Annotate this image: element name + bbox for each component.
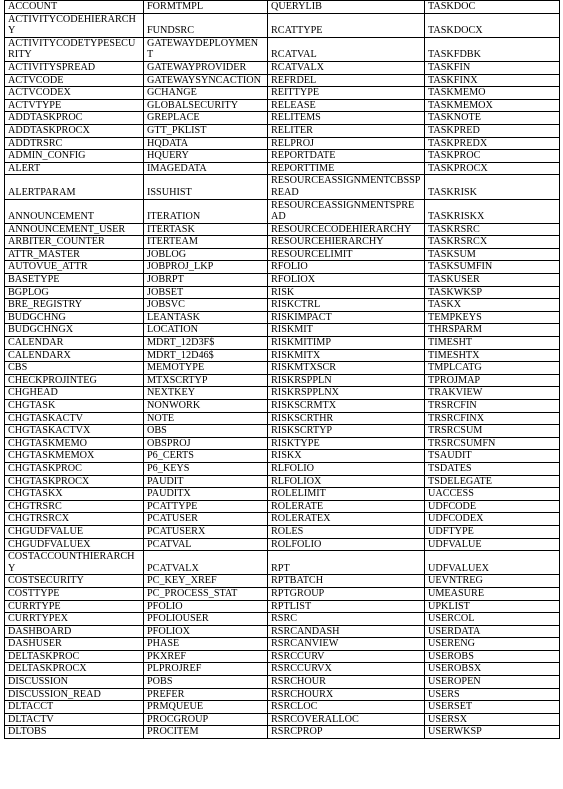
table-cell: PREFER bbox=[144, 688, 268, 701]
table-cell: CHGTASKPROC bbox=[5, 462, 144, 475]
table-cell: USERSX bbox=[425, 713, 560, 726]
table-row bbox=[5, 387, 560, 400]
table-cell: USEROBS bbox=[425, 650, 560, 663]
table-cell: RELITER bbox=[268, 124, 425, 137]
table-cell: ADDTASKPROCX bbox=[5, 124, 144, 137]
table-row bbox=[5, 124, 560, 137]
table-cell: OBS bbox=[144, 425, 268, 438]
table-row bbox=[5, 525, 560, 538]
table-cell: TMPLCATG bbox=[425, 362, 560, 375]
table-cell: ACTVCODE bbox=[5, 74, 144, 87]
table-cell: USERWKSP bbox=[425, 726, 560, 739]
table-cell: UACCESS bbox=[425, 488, 560, 501]
table-cell: ADDTASKPROC bbox=[5, 112, 144, 125]
table-cell: JOBSVC bbox=[144, 299, 268, 312]
table-cell: RPT bbox=[268, 551, 425, 575]
table-cell: PKXREF bbox=[144, 650, 268, 663]
table-cell: USERCOL bbox=[425, 613, 560, 626]
table-cell: TRAKVIEW bbox=[425, 387, 560, 400]
table-cell: TASKRSRCX bbox=[425, 236, 560, 249]
table-row bbox=[5, 349, 560, 362]
column-header: ACCOUNT bbox=[5, 1, 144, 14]
table-row bbox=[5, 587, 560, 600]
table-cell: USEROBSX bbox=[425, 663, 560, 676]
table-cell: ITERTASK bbox=[144, 223, 268, 236]
table-cell: DELTASKPROCX bbox=[5, 663, 144, 676]
table-row bbox=[5, 199, 560, 223]
table-cell: CHECKPROJINTEG bbox=[5, 374, 144, 387]
table-row bbox=[5, 162, 560, 175]
table-cell: ACTIVITYCODETYPESECURITY bbox=[5, 37, 144, 61]
table-cell: TASKPRED bbox=[425, 124, 560, 137]
table-cell: TEMPKEYS bbox=[425, 311, 560, 324]
table-cell: DELTASKPROC bbox=[5, 650, 144, 663]
table-cell: PCATTYPE bbox=[144, 500, 268, 513]
table-cell: TRSRCSUM bbox=[425, 425, 560, 438]
table-row bbox=[5, 437, 560, 450]
table-cell: REFRDEL bbox=[268, 74, 425, 87]
table-cell: GREPLACE bbox=[144, 112, 268, 125]
table-row bbox=[5, 450, 560, 463]
table-cell: ADMIN_CONFIG bbox=[5, 150, 144, 163]
table-row bbox=[5, 61, 560, 74]
table-cell: DASHUSER bbox=[5, 638, 144, 651]
table-cell: RCATVALX bbox=[268, 61, 425, 74]
table-cell: GATEWAYSYNCACTION bbox=[144, 74, 268, 87]
table-row bbox=[5, 462, 560, 475]
table-cell: TASKNOTE bbox=[425, 112, 560, 125]
table-cell: RISKX bbox=[268, 450, 425, 463]
table-cell: TASKFINX bbox=[425, 74, 560, 87]
table-row bbox=[5, 311, 560, 324]
table-cell: DLTACTV bbox=[5, 713, 144, 726]
table-cell: DISCUSSION bbox=[5, 676, 144, 689]
table-cell: AUTOVUE_ATTR bbox=[5, 261, 144, 274]
table-cell: CHGTRSRC bbox=[5, 500, 144, 513]
table-cell: P6_CERTS bbox=[144, 450, 268, 463]
table-cell: RISKSCRTHR bbox=[268, 412, 425, 425]
table-cell: RSRCPROP bbox=[268, 726, 425, 739]
table-cell: RSRCOVERALLOC bbox=[268, 713, 425, 726]
table-cell: TASKPROCX bbox=[425, 162, 560, 175]
table-row bbox=[5, 223, 560, 236]
table-cell: MDRT_12D46$ bbox=[144, 349, 268, 362]
table-cell: GCHANGE bbox=[144, 87, 268, 100]
table-cell: RESOURCEASSIGNMENTSPREAD bbox=[268, 199, 425, 223]
table-cell: RESOURCELIMIT bbox=[268, 248, 425, 261]
table-row bbox=[5, 425, 560, 438]
table-cell: RSRCLOC bbox=[268, 701, 425, 714]
table-cell: RISKMIT bbox=[268, 324, 425, 337]
table-cell: PFOLIOX bbox=[144, 625, 268, 638]
table-cell: JOBSET bbox=[144, 286, 268, 299]
table-cell: TASKDOCX bbox=[425, 13, 560, 37]
table-row bbox=[5, 324, 560, 337]
table-list-table bbox=[4, 0, 560, 739]
table-cell: MDRT_12D3F$ bbox=[144, 337, 268, 350]
table-row bbox=[5, 600, 560, 613]
table-cell: RPTLIST bbox=[268, 600, 425, 613]
table-cell: ISSUHIST bbox=[144, 175, 268, 199]
table-cell: UDFCODE bbox=[425, 500, 560, 513]
table-header-row bbox=[5, 1, 560, 14]
table-cell: RISKRSPPLN bbox=[268, 374, 425, 387]
table-row bbox=[5, 13, 560, 37]
table-cell: JOBRPT bbox=[144, 274, 268, 287]
table-row bbox=[5, 500, 560, 513]
table-cell: FUNDSRC bbox=[144, 13, 268, 37]
table-cell: RSRCHOURX bbox=[268, 688, 425, 701]
table-row bbox=[5, 236, 560, 249]
table-row bbox=[5, 713, 560, 726]
table-cell: RELPROJ bbox=[268, 137, 425, 150]
table-cell: RCATVAL bbox=[268, 37, 425, 61]
table-cell: CHGTASKX bbox=[5, 488, 144, 501]
table-cell: UDFVALUE bbox=[425, 538, 560, 551]
table-cell: REITTYPE bbox=[268, 87, 425, 100]
table-cell: OBSPROJ bbox=[144, 437, 268, 450]
table-cell: RISKCTRL bbox=[268, 299, 425, 312]
table-cell: DISCUSSION_READ bbox=[5, 688, 144, 701]
table-cell: P6_KEYS bbox=[144, 462, 268, 475]
table-cell: BGPLOG bbox=[5, 286, 144, 299]
table-cell: PLPROJREF bbox=[144, 663, 268, 676]
table-cell: PRMQUEUE bbox=[144, 701, 268, 714]
table-cell: CHGTASKMEMO bbox=[5, 437, 144, 450]
table-cell: CURRTYPE bbox=[5, 600, 144, 613]
table-row bbox=[5, 701, 560, 714]
table-cell: REPORTTIME bbox=[268, 162, 425, 175]
table-cell: BRE_REGISTRY bbox=[5, 299, 144, 312]
table-cell: REPORTDATE bbox=[268, 150, 425, 163]
table-row bbox=[5, 412, 560, 425]
table-cell: RISKIMPACT bbox=[268, 311, 425, 324]
table-cell: TASKRISKX bbox=[425, 199, 560, 223]
table-cell: CHGUDFVALUE bbox=[5, 525, 144, 538]
table-cell: PCATUSER bbox=[144, 513, 268, 526]
table-cell: ACTVTYPE bbox=[5, 99, 144, 112]
table-row bbox=[5, 613, 560, 626]
table-cell: MTXSCRTYP bbox=[144, 374, 268, 387]
table-cell: RLFOLIO bbox=[268, 462, 425, 475]
table-cell: RISK bbox=[268, 286, 425, 299]
table-cell: ALERT bbox=[5, 162, 144, 175]
table-cell: RISKMTXSCR bbox=[268, 362, 425, 375]
table-cell: UDFTYPE bbox=[425, 525, 560, 538]
table-cell: PFOLIOUSER bbox=[144, 613, 268, 626]
table-cell: RISKRSPPLNX bbox=[268, 387, 425, 400]
table-row bbox=[5, 37, 560, 61]
table-row bbox=[5, 150, 560, 163]
table-cell: RESOURCEASSIGNMENTCBSSPREAD bbox=[268, 175, 425, 199]
table-cell: RPTGROUP bbox=[268, 587, 425, 600]
table-cell: CHGTASKPROCX bbox=[5, 475, 144, 488]
table-row bbox=[5, 575, 560, 588]
table-row bbox=[5, 475, 560, 488]
table-cell: UMEASURE bbox=[425, 587, 560, 600]
table-cell: UEVNTREG bbox=[425, 575, 560, 588]
table-cell: TSDATES bbox=[425, 462, 560, 475]
table-cell: RSRC bbox=[268, 613, 425, 626]
table-cell: CHGTASK bbox=[5, 400, 144, 413]
table-cell: ANNOUNCEMENT bbox=[5, 199, 144, 223]
table-row bbox=[5, 488, 560, 501]
table-row bbox=[5, 175, 560, 199]
table-cell: PAUDITX bbox=[144, 488, 268, 501]
table-row bbox=[5, 638, 560, 651]
table-cell: TASKX bbox=[425, 299, 560, 312]
table-cell: PC_KEY_XREF bbox=[144, 575, 268, 588]
table-cell: CHGTRSRCX bbox=[5, 513, 144, 526]
table-cell: ALERTPARAM bbox=[5, 175, 144, 199]
table-cell: RFOLIO bbox=[268, 261, 425, 274]
table-cell: TASKWKSP bbox=[425, 286, 560, 299]
table-row bbox=[5, 676, 560, 689]
table-cell: TASKFIN bbox=[425, 61, 560, 74]
table-cell: JOBPROJ_LKP bbox=[144, 261, 268, 274]
table-cell: NONWORK bbox=[144, 400, 268, 413]
table-row bbox=[5, 362, 560, 375]
table-cell: CHGTASKACTV bbox=[5, 412, 144, 425]
table-cell: ROLFOLIO bbox=[268, 538, 425, 551]
table-cell: HQUERY bbox=[144, 150, 268, 163]
table-cell: RSRCANDASH bbox=[268, 625, 425, 638]
table-cell: TRSRCSUMFN bbox=[425, 437, 560, 450]
table-cell: ITERTEAM bbox=[144, 236, 268, 249]
column-header: TASKDOC bbox=[425, 1, 560, 14]
table-cell: TSAUDIT bbox=[425, 450, 560, 463]
table-row bbox=[5, 538, 560, 551]
table-cell: RISKTYPE bbox=[268, 437, 425, 450]
table-cell: RESOURCEHIERARCHY bbox=[268, 236, 425, 249]
table-cell: CHGHEAD bbox=[5, 387, 144, 400]
table-row bbox=[5, 688, 560, 701]
table-cell: PC_PROCESS_STAT bbox=[144, 587, 268, 600]
table-cell: TASKSUM bbox=[425, 248, 560, 261]
table-cell: RSRCCURV bbox=[268, 650, 425, 663]
table-row bbox=[5, 112, 560, 125]
table-cell: LEANTASK bbox=[144, 311, 268, 324]
table-cell: CHGTASKMEMOX bbox=[5, 450, 144, 463]
table-cell: PCATUSERX bbox=[144, 525, 268, 538]
table-cell: GATEWAYDEPLOYMENT bbox=[144, 37, 268, 61]
table-cell: GLOBALSECURITY bbox=[144, 99, 268, 112]
table-cell: USERDATA bbox=[425, 625, 560, 638]
table-cell: RSRCANVIEW bbox=[268, 638, 425, 651]
table-cell: POBS bbox=[144, 676, 268, 689]
table-cell: CHGUDFVALUEX bbox=[5, 538, 144, 551]
table-cell: USERS bbox=[425, 688, 560, 701]
table-row bbox=[5, 400, 560, 413]
table-cell: RFOLIOX bbox=[268, 274, 425, 287]
table-cell: ROLERATE bbox=[268, 500, 425, 513]
table-cell: GTT_PKLIST bbox=[144, 124, 268, 137]
table-cell: COSTACCOUNTHIERARCHY bbox=[5, 551, 144, 575]
table-cell: ANNOUNCEMENT_USER bbox=[5, 223, 144, 236]
table-cell: GATEWAYPROVIDER bbox=[144, 61, 268, 74]
table-cell: UDFVALUEX bbox=[425, 551, 560, 575]
table-row bbox=[5, 261, 560, 274]
table-cell: LOCATION bbox=[144, 324, 268, 337]
table-row bbox=[5, 663, 560, 676]
table-row bbox=[5, 625, 560, 638]
table-row bbox=[5, 726, 560, 739]
table-cell: UDFCODEX bbox=[425, 513, 560, 526]
table-cell: CALENDARX bbox=[5, 349, 144, 362]
table-row bbox=[5, 74, 560, 87]
table-cell: PCATVALX bbox=[144, 551, 268, 575]
column-header: QUERYLIB bbox=[268, 1, 425, 14]
table-cell: ACTVCODEX bbox=[5, 87, 144, 100]
table-cell: TASKSUMFIN bbox=[425, 261, 560, 274]
table-cell: NEXTKEY bbox=[144, 387, 268, 400]
table-cell: TASKMEMO bbox=[425, 87, 560, 100]
table-cell: RISKMITX bbox=[268, 349, 425, 362]
table-cell: ARBITER_COUNTER bbox=[5, 236, 144, 249]
table-cell: PROCITEM bbox=[144, 726, 268, 739]
table-cell: BUDGCHNGX bbox=[5, 324, 144, 337]
table-cell: DLTOBS bbox=[5, 726, 144, 739]
table-row bbox=[5, 650, 560, 663]
table-row bbox=[5, 374, 560, 387]
table-cell: TASKUSER bbox=[425, 274, 560, 287]
table-row bbox=[5, 299, 560, 312]
table-cell: IMAGEDATA bbox=[144, 162, 268, 175]
table-cell: UPKLIST bbox=[425, 600, 560, 613]
table-cell: TASKRISK bbox=[425, 175, 560, 199]
table-cell: USERSET bbox=[425, 701, 560, 714]
column-header: FORMTMPL bbox=[144, 1, 268, 14]
table-cell: RELEASE bbox=[268, 99, 425, 112]
table-cell: RELITEMS bbox=[268, 112, 425, 125]
table-cell: TRSRCFINX bbox=[425, 412, 560, 425]
table-cell: ACTIVITYCODEHIERARCHY bbox=[5, 13, 144, 37]
table-row bbox=[5, 274, 560, 287]
table-cell: ROLERATEX bbox=[268, 513, 425, 526]
table-cell: TRSRCFIN bbox=[425, 400, 560, 413]
table-cell: RSRCHOUR bbox=[268, 676, 425, 689]
table-row bbox=[5, 513, 560, 526]
table-cell: PROCGROUP bbox=[144, 713, 268, 726]
table-row bbox=[5, 99, 560, 112]
table-cell: COSTTYPE bbox=[5, 587, 144, 600]
table-row bbox=[5, 137, 560, 150]
table-cell: TSDELEGATE bbox=[425, 475, 560, 488]
table-cell: RSRCCURVX bbox=[268, 663, 425, 676]
table-cell: PFOLIO bbox=[144, 600, 268, 613]
table-cell: BASETYPE bbox=[5, 274, 144, 287]
table-row bbox=[5, 551, 560, 575]
table-cell: RESOURCECODEHIERARCHY bbox=[268, 223, 425, 236]
table-cell: ADDTRSRC bbox=[5, 137, 144, 150]
table-cell: JOBLOG bbox=[144, 248, 268, 261]
table-cell: HQDATA bbox=[144, 137, 268, 150]
table-cell: CBS bbox=[5, 362, 144, 375]
table-cell: DASHBOARD bbox=[5, 625, 144, 638]
table-cell: COSTSECURITY bbox=[5, 575, 144, 588]
table-cell: TASKFDBK bbox=[425, 37, 560, 61]
table-cell: NOTE bbox=[144, 412, 268, 425]
table-cell: PAUDIT bbox=[144, 475, 268, 488]
table-cell: CHGTASKACTVX bbox=[5, 425, 144, 438]
table-cell: ACTIVITYSPREAD bbox=[5, 61, 144, 74]
table-cell: ROLES bbox=[268, 525, 425, 538]
table-cell: RISKMITIMP bbox=[268, 337, 425, 350]
table-cell: THRSPARM bbox=[425, 324, 560, 337]
table-cell: CALENDAR bbox=[5, 337, 144, 350]
table-cell: RCATTYPE bbox=[268, 13, 425, 37]
table-cell: MEMOTYPE bbox=[144, 362, 268, 375]
table-cell: TASKRSRC bbox=[425, 223, 560, 236]
table-cell: PCATVAL bbox=[144, 538, 268, 551]
table-cell: USEROPEN bbox=[425, 676, 560, 689]
table-cell: RISKSCRTYP bbox=[268, 425, 425, 438]
table-cell: ATTR_MASTER bbox=[5, 248, 144, 261]
table-row bbox=[5, 87, 560, 100]
table-cell: TASKPROC bbox=[425, 150, 560, 163]
table-cell: RPTBATCH bbox=[268, 575, 425, 588]
table-cell: CURRTYPEX bbox=[5, 613, 144, 626]
table-row bbox=[5, 337, 560, 350]
table-cell: TPROJMAP bbox=[425, 374, 560, 387]
table-cell: DLTACCT bbox=[5, 701, 144, 714]
table-body bbox=[5, 13, 560, 738]
table-cell: TIMESHT bbox=[425, 337, 560, 350]
table-cell: ROLELIMIT bbox=[268, 488, 425, 501]
table-cell: RISKSCRMTX bbox=[268, 400, 425, 413]
table-cell: TASKMEMOX bbox=[425, 99, 560, 112]
table-cell: TASKPREDX bbox=[425, 137, 560, 150]
table-cell: PHASE bbox=[144, 638, 268, 651]
table-cell: TIMESHTX bbox=[425, 349, 560, 362]
table-row bbox=[5, 286, 560, 299]
table-cell: USERENG bbox=[425, 638, 560, 651]
table-row bbox=[5, 248, 560, 261]
table-cell: RLFOLIOX bbox=[268, 475, 425, 488]
table-cell: ITERATION bbox=[144, 199, 268, 223]
table-cell: BUDGCHNG bbox=[5, 311, 144, 324]
